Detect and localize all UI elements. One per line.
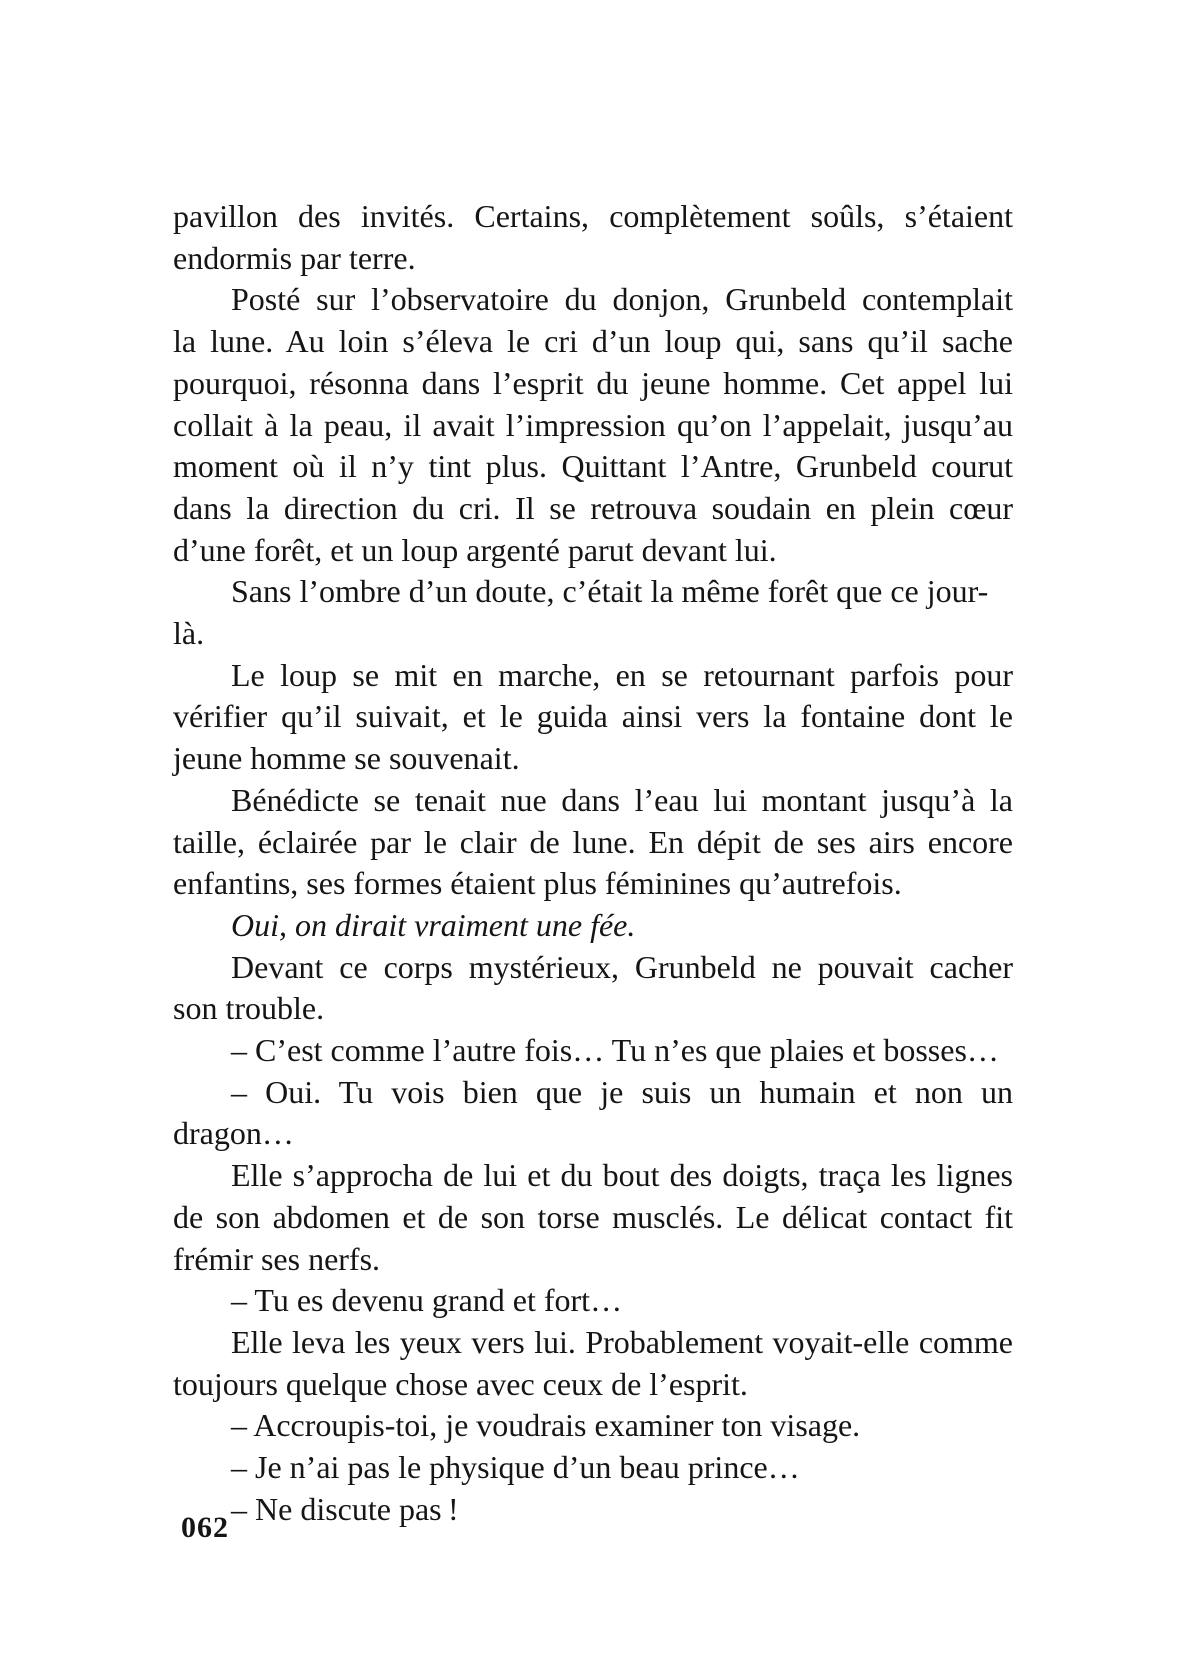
text-line: dragon… bbox=[173, 1115, 294, 1152]
paragraph bbox=[173, 1030, 1013, 1072]
paragraph bbox=[173, 1280, 1013, 1322]
text-line: pavillon des invités. Certains, complètement soûls, s’étaient bbox=[173, 198, 1013, 234]
text-line: Oui, on dirait vraiment une fée. bbox=[231, 906, 636, 943]
text-line: d’une forêt, et un loup argenté parut devant lui. bbox=[173, 531, 777, 568]
text-line: toujours quelque chose avec ceux de l’esprit. bbox=[173, 1365, 748, 1402]
text-line: – Accroupis-toi, je voudrais examiner ton visage. bbox=[231, 1407, 861, 1444]
paragraph bbox=[173, 905, 1013, 947]
paragraph bbox=[173, 1155, 1013, 1280]
paragraph bbox=[173, 1322, 1013, 1405]
text-line: – Je n’ai pas le physique d’un beau prince… bbox=[231, 1449, 800, 1486]
page-text bbox=[173, 196, 1013, 1531]
paragraph bbox=[173, 1072, 1013, 1155]
text-line: jeune homme se souvenait. bbox=[173, 740, 520, 777]
paragraph bbox=[173, 196, 1013, 279]
text-line: endormis par terre. bbox=[173, 239, 416, 276]
text-line: enfantins, ses formes étaient plus féminines qu’autrefois. bbox=[173, 865, 902, 902]
text-line: la lune. Au loin s’éleva le cri d’un loup qui, sans qu’il sache bbox=[173, 323, 1013, 360]
text-line: collait à la peau, il avait l’impression qu’on l’appelait, jusqu’au bbox=[173, 406, 1013, 443]
page-number: 062 bbox=[181, 1511, 229, 1544]
text-line: taille, éclairée par le clair de lune. En dépit de ses airs encore bbox=[173, 823, 1013, 860]
text-line: – Tu es devenu grand et fort… bbox=[231, 1282, 623, 1319]
text-line: de son abdomen et de son torse musclés. Le délicat contact fit bbox=[173, 1198, 1013, 1235]
text-line: Bénédicte se tenait nue dans l’eau lui montant jusqu’à la bbox=[231, 781, 1013, 818]
paragraph bbox=[173, 571, 1013, 654]
paragraph bbox=[173, 1405, 1013, 1447]
text-line: Sans l’ombre d’un doute, c’était la même forêt que ce jour-là. bbox=[173, 573, 989, 652]
text-line: frémir ses nerfs. bbox=[173, 1240, 381, 1277]
text-line: Elle leva les yeux vers lui. Probablement voyait-elle comme bbox=[231, 1323, 1013, 1360]
paragraph bbox=[173, 1447, 1013, 1489]
text-line: vérifier qu’il suivait, et le guida ainsi vers la fontaine dont le bbox=[173, 698, 1013, 735]
text-line: Posté sur l’observatoire du donjon, Grunbeld contemplait bbox=[231, 281, 1013, 318]
text-line: Le loup se mit en marche, en se retournant parfois pour bbox=[231, 656, 1013, 693]
paragraph bbox=[173, 655, 1013, 780]
text-line: son trouble. bbox=[173, 990, 325, 1027]
text-line: moment où il n’y tint plus. Quittant l’Antre, Grunbeld courut bbox=[173, 448, 1013, 485]
paragraph bbox=[173, 1489, 1013, 1531]
paragraph bbox=[173, 279, 1013, 571]
text-line: – C’est comme l’autre fois… Tu n’es que plaies et bosses… bbox=[231, 1032, 999, 1069]
paragraph bbox=[173, 947, 1013, 1030]
text-line: Elle s’approcha de lui et du bout des doigts, traça les lignes bbox=[231, 1157, 1013, 1194]
paragraph bbox=[173, 780, 1013, 905]
text-line: pourquoi, résonna dans l’esprit du jeune homme. Cet appel lui bbox=[173, 364, 1013, 401]
text-line: – Oui. Tu vois bien que je suis un humain et non un bbox=[231, 1073, 1013, 1110]
text-line: – Ne discute pas ! bbox=[231, 1490, 459, 1527]
text-line: Devant ce corps mystérieux, Grunbeld ne pouvait cacher bbox=[231, 948, 1013, 985]
text-line: dans la direction du cri. Il se retrouva soudain en plein cœur bbox=[173, 489, 1013, 526]
